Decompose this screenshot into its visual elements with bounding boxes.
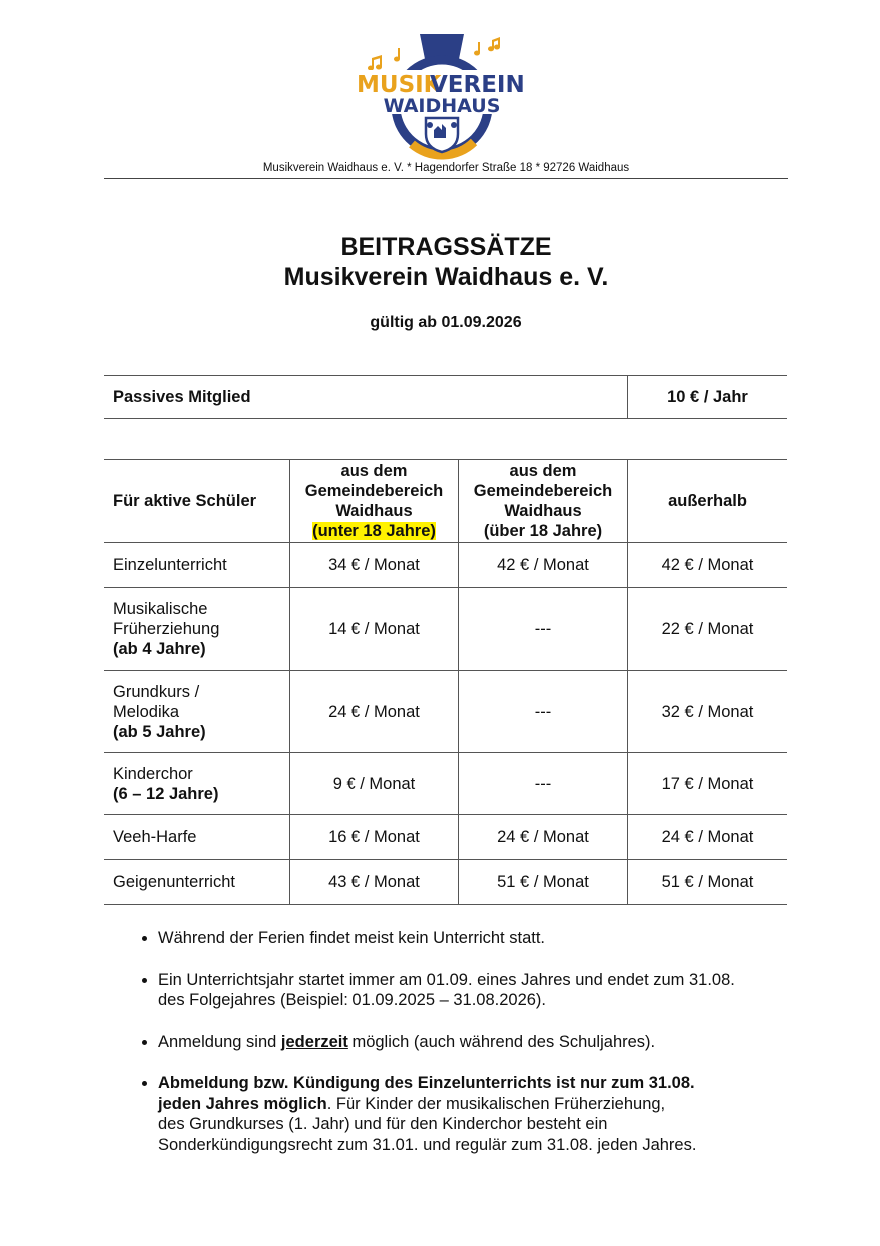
fee-cell: --- (459, 588, 628, 671)
fee-cell: 24 € / Monat (290, 671, 459, 753)
course-name: Veeh-Harfe (104, 815, 290, 860)
document-title (104, 232, 788, 292)
musikverein-logo (352, 26, 532, 166)
note-registration: • Anmeldung sind jederzeit möglich (auch während des Schuljahres). (158, 1032, 788, 1053)
header-outside: außerhalb (628, 460, 788, 543)
fee-cell: 32 € / Monat (628, 671, 788, 753)
table-header-row (104, 460, 787, 543)
header-local-over-18: aus dem Gemeindebereich Waidhaus (über 18 Jahre) (459, 460, 628, 543)
table-row (104, 671, 787, 753)
table-row (104, 543, 787, 588)
fee-cell: 16 € / Monat (290, 815, 459, 860)
fee-cell: 17 € / Monat (628, 753, 788, 815)
passive-member-table (104, 375, 787, 419)
course-name: Geigenunterricht (104, 860, 290, 905)
table-row (104, 376, 787, 419)
fee-cell: 42 € / Monat (628, 543, 788, 588)
table-row (104, 815, 787, 860)
course-name: Musikalische Früherziehung (ab 4 Jahre) (104, 588, 290, 671)
highlight-under-18: (unter 18 Jahre) (312, 522, 436, 540)
fee-cell: 42 € / Monat (459, 543, 628, 588)
notes-list (104, 928, 788, 1176)
passive-label: Passives Mitglied (104, 376, 628, 419)
header-divider (104, 178, 788, 179)
course-age: (ab 5 Jahre) (113, 722, 206, 741)
note-holidays: • Während der Ferien findet meist kein Unterricht statt. (158, 928, 788, 949)
course-name: Einzelunterricht (104, 543, 290, 588)
note-school-year: • Ein Unterrichtsjahr startet immer am 01.09. eines Jahres und endet zum 31.08. des Folgejahres (Beispiel: 01.09.2025 – 31.08.2026). (158, 970, 788, 1011)
fee-cell: --- (459, 753, 628, 815)
note-cancellation: • Abmeldung bzw. Kündigung des Einzelunterrichts ist nur zum 31.08. jeden Jahres möglich. Für Kinder der musikalischen Früherziehung, des Grundkurses (1. Jahr) und für den Kinderchor besteht ein Sonderkündigungsrecht zum 31.01. und regulär zum 31.08. jeden Jahres. (158, 1073, 788, 1155)
fee-cell: 9 € / Monat (290, 753, 459, 815)
passive-price: 10 € / Jahr (628, 376, 788, 419)
fee-cell: 24 € / Monat (459, 815, 628, 860)
header-students: Für aktive Schüler (104, 460, 290, 543)
fee-cell: --- (459, 671, 628, 753)
valid-from: gültig ab 01.09.2026 (370, 314, 522, 331)
svg-text:WAIDHAUS: WAIDHAUS (383, 95, 501, 117)
fee-cell: 51 € / Monat (459, 860, 628, 905)
fee-cell: 14 € / Monat (290, 588, 459, 671)
course-name: Kinderchor (6 – 12 Jahre) (104, 753, 290, 815)
address-line: Musikverein Waidhaus e. V. * Hagendorfer Straße 18 * 92726 Waidhaus (262, 162, 630, 174)
fee-cell: 51 € / Monat (628, 860, 788, 905)
fee-cell: 43 € / Monat (290, 860, 459, 905)
fee-cell: 24 € / Monat (628, 815, 788, 860)
title-line-2: Musikverein Waidhaus e. V. (283, 263, 609, 291)
course-name: Grundkurs / Melodika (ab 5 Jahre) (104, 671, 290, 753)
course-age: (ab 4 Jahre) (113, 640, 206, 658)
fee-cell: 34 € / Monat (290, 543, 459, 588)
table-row (104, 860, 787, 905)
course-age: (6 – 12 Jahre) (113, 784, 219, 803)
svg-text:MUSIK: MUSIK (357, 72, 442, 98)
fee-cell: 22 € / Monat (628, 588, 788, 671)
header-local-under-18: aus dem Gemeindebereich Waidhaus (unter 18 Jahre) (290, 460, 459, 543)
svg-text:VEREIN: VEREIN (430, 72, 525, 98)
fees-table (104, 459, 787, 905)
table-row (104, 753, 787, 815)
title-line-1: BEITRAGSSÄTZE (340, 233, 552, 261)
table-row (104, 588, 787, 671)
